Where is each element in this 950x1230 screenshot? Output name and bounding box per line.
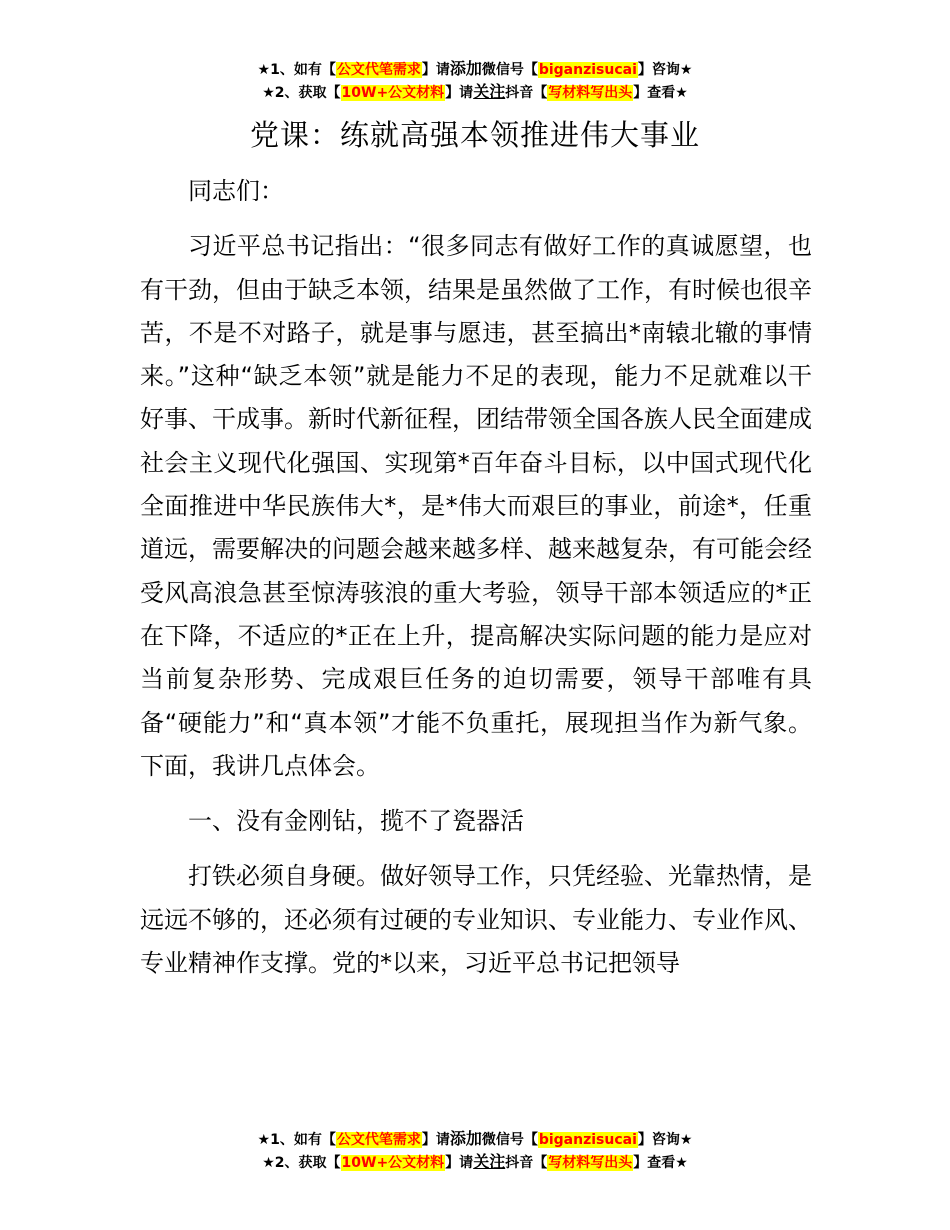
promo-emphasis: 添加: [449, 1129, 482, 1148]
promo-line-2: [0, 1151, 950, 1174]
promo-text: 】咨询★: [637, 62, 693, 78]
promo-emphasis: 关注: [473, 1152, 506, 1171]
promo-text: 】请: [445, 85, 474, 101]
promo-text: 】请: [421, 62, 450, 78]
promo-text: 微信号【: [481, 62, 538, 78]
promo-emphasis: 添加: [449, 59, 482, 78]
promo-wechat-id: biganzisucai: [538, 1132, 637, 1148]
promo-highlight: 公文代笔需求: [336, 1132, 421, 1148]
document-body: [140, 170, 812, 985]
promo-line-1: [0, 1128, 950, 1151]
promo-text: 抖音【: [505, 85, 548, 101]
document-title: 党课：练就高强本领推进伟大事业: [249, 118, 700, 152]
promo-line-2: [0, 81, 950, 104]
promo-text: ★2、获取【: [262, 85, 341, 101]
promo-banner-top: [0, 58, 950, 104]
paragraph-section-1: 打铁必须自身硬。做好领导工作，只凭经验、光靠热情，是远远不够的，还必须有过硬的专业知识、专业能力、专业作风、专业精神作支撑。党的*以来，习近平总书记把领导: [140, 862, 812, 978]
salutation: 同志们：: [188, 177, 284, 205]
promo-text: ★2、获取【: [262, 1155, 341, 1171]
promo-highlight: 10W+公文材料: [341, 1155, 445, 1171]
promo-text: 】咨询★: [637, 1132, 693, 1148]
promo-douyin-id: 写材料写出头: [548, 85, 633, 101]
promo-emphasis: 关注: [473, 82, 506, 101]
promo-text: 】查看★: [633, 1155, 688, 1171]
promo-text: 】请: [421, 1132, 450, 1148]
promo-highlight: 公文代笔需求: [336, 62, 421, 78]
promo-line-1: [0, 58, 950, 81]
promo-wechat-id: biganzisucai: [538, 62, 637, 78]
promo-text: ★1、如有【: [257, 62, 336, 78]
promo-text: 】查看★: [633, 85, 688, 101]
promo-banner-bottom: [0, 1128, 950, 1174]
promo-text: 】请: [445, 1155, 474, 1171]
promo-text: ★1、如有【: [257, 1132, 336, 1148]
promo-douyin-id: 写材料写出头: [548, 1155, 633, 1171]
promo-text: 抖音【: [505, 1155, 548, 1171]
promo-highlight: 10W+公文材料: [341, 85, 445, 101]
paragraph-intro: 习近平总书记指出：“很多同志有做好工作的真诚愿望，也有干劲，但由于缺乏本领，结果是虽然做了工作，有时候也很辛苦，不是不对路子，就是事与愿违，甚至搞出*南辕北辙的事情来。”这种“缺乏本领”就是能力不足的表现，能力不足就难以干好事、干成事。新时代新征程，团结带领全国各族人民全面建成社会主义现代化强国、实现第*百年奋斗目标，以中国式现代化全面推进中华民族伟大*，是*伟大而艰巨的事业，前途*，任重道远，需要解决的问题会越来越多样、越来越复杂，有可能会经受风高浪急甚至惊涛骇浪的重大考验，领导干部本领适应的*正在下降，不适应的*正在上升，提高解决实际问题的能力是应对当前复杂形势、完成艰巨任务的迫切需要，领导干部唯有具备“硬能力”和“真本领”才能不负重托，展现担当作为新气象。下面，我讲几点体会。: [140, 232, 812, 780]
promo-text: 微信号【: [481, 1132, 538, 1148]
section-heading-1: 一、没有金刚钻，揽不了瓷器活: [188, 807, 524, 836]
